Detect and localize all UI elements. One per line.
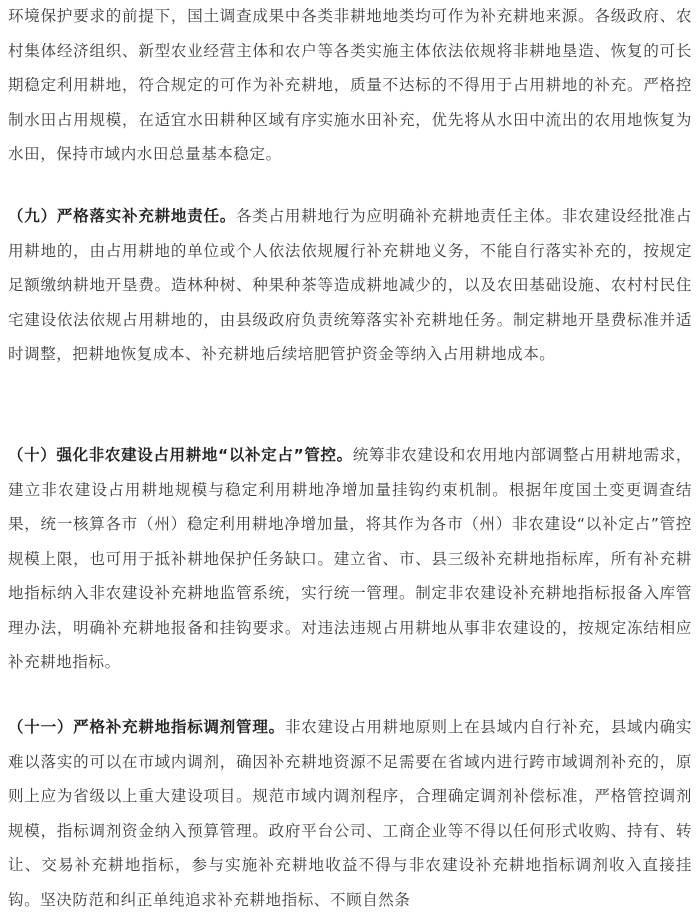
paragraph-body: 统筹非农建设和农用地内部调整占用耕地需求，建立非农建设占用耕地规模与稳定利用耕地净增加量挂钩约束机制。根据年度国土变更调查结果，统一核算各市（州）稳定利用耕地净增加量，将其作为各市（州）非农建设“以补定占”管控规模上限，也可用于抵补耕地保护任务缺口。建立省、市、县三级补充耕地指标库，所有补充耕地指标纳入非农建设补充耕地监管系统，实行统一管理。制定非农建设补充耕地指标报备入库管理办法，明确补充耕地报备和挂钩要求。对违法违规占用耕地从事非农建设的，按规定冻结相应补充耕地指标。 bbox=[8, 446, 692, 671]
paragraph-section-11 bbox=[8, 710, 692, 917]
paragraph-body: 各类占用耕地行为应明确补充耕地责任主体。非农建设经批准占用耕地的，由占用耕地的单位或个人依法依规履行补充耕地义务，不能自行落实补充的，按规定足额缴纳耕地开垦费。造林种树、种果种茶等造成耕地减少的，以及农田基础设施、农村村民住宅建设依法依规占用耕地的，由县级政府负责统筹落实补充耕地任务。制定耕地开垦费标准并适时调整，把耕地恢复成本、补充耕地后续培肥管护资金等纳入占用耕地成本。 bbox=[8, 207, 692, 363]
paragraph-section-10 bbox=[8, 438, 692, 680]
paragraph-section-9 bbox=[8, 199, 692, 372]
section-heading: （九）严格落实补充耕地责任。 bbox=[8, 207, 237, 225]
section-heading: （十）强化非农建设占用耕地“以补定占”管控。 bbox=[8, 446, 353, 464]
section-heading: （十一）严格补充耕地指标调剂管理。 bbox=[8, 718, 285, 736]
paragraph-body: 非农建设占用耕地原则上在县域内自行补充，县域内确实难以落实的可以在市域内调剂，确因补充耕地资源不足需要在省域内进行跨市域调剂补充的，原则上应为省级以上重大建设项目。规范市域内调剂程序，合理确定调剂补偿标准，严格管控调剂规模，指标调剂资金纳入预算管理。政府平台公司、工商企业等不得以任何形式收购、持有、转让、交易补充耕地指标，参与实施补充耕地收益不得与非农建设补充耕地指标调剂收入直接挂钩。坚决防范和纠正单纯追求补充耕地指标、不顾自然条 bbox=[8, 718, 692, 909]
paragraph-farmland-sources bbox=[8, 0, 692, 172]
paragraph-body: 环境保护要求的前提下，国土调查成果中各类非耕地地类均可作为补充耕地来源。各级政府、农村集体经济组织、新型农业经营主体和农户等各类实施主体依法依规将非耕地垦造、恢复的可长期稳定利用耕地，符合规定的可作为补充耕地，质量不达标的不得用于占用耕地的补充。严格控制水田占用规模，在适宜水田耕种区域有序实施水田补充，优先将从水田中流出的农用地恢复为水田，保持市域内水田总量基本稳定。 bbox=[8, 7, 692, 163]
